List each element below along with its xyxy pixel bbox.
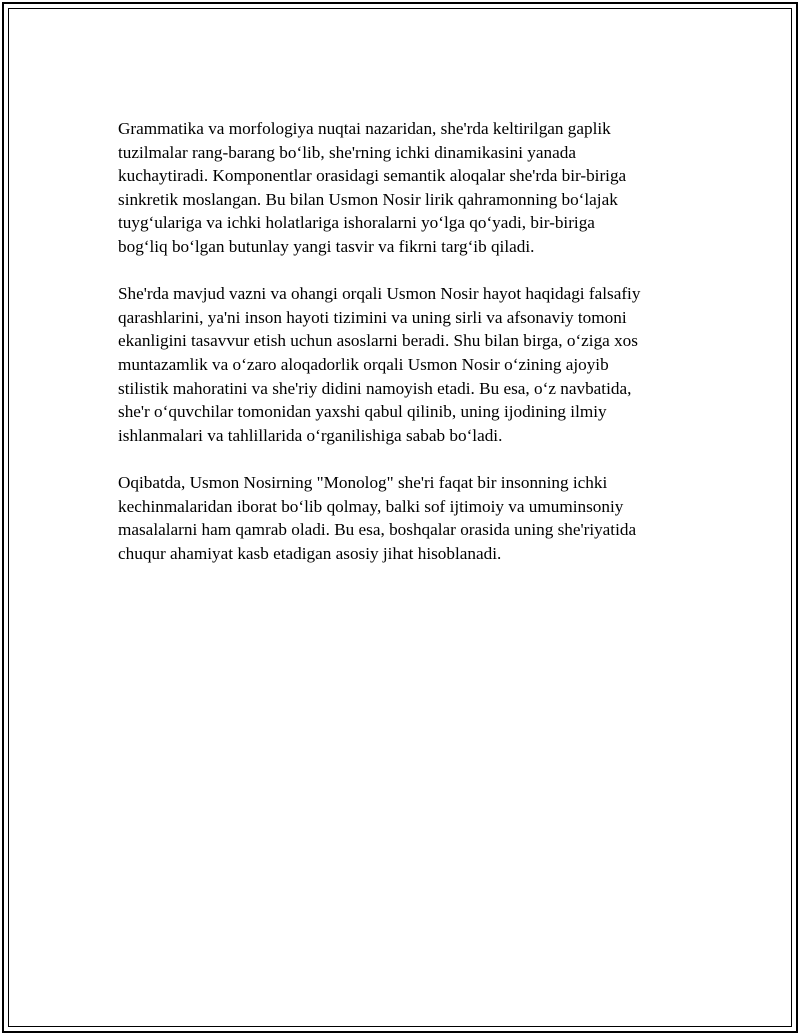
text-line: chuqur ahamiyat kasb etadigan asosiy jihat hisoblanadi.	[118, 543, 502, 563]
text-line: Oqibatda, Usmon Nosirning "Monolog" she'ri faqat bir insonning ichki	[118, 472, 608, 492]
paragraph-1	[118, 117, 698, 259]
text-line: qarashlarini, ya'ni inson hayoti tizimini va uning sirli va afsonaviy tomoni	[118, 307, 627, 327]
text-line: She'rda mavjud vazni va ohangi orqali Usmon Nosir hayot haqidagi falsafiy	[118, 284, 641, 304]
text-line: kuchaytiradi. Komponentlar orasidagi semantik aloqalar she'rda bir-biriga	[118, 166, 627, 186]
text-line: bog‘liq bo‘lgan butunlay yangi tasvir va fikrni targ‘ib qiladi.	[118, 236, 535, 256]
text-line: stilistik mahoratini va she'riy didini namoyish etadi. Bu esa, o‘z navbatida,	[118, 378, 632, 398]
text-line: ekanligini tasavvur etish uchun asoslarni beradi. Shu bilan birga, o‘ziga xos	[118, 331, 638, 351]
text-line: kechinmalaridan iborat bo‘lib qolmay, balki sof ijtimoiy va umuminsoniy	[118, 496, 624, 516]
text-line: muntazamlik va o‘zaro aloqadorlik orqali Usmon Nosir o‘zining ajoyib	[118, 354, 609, 374]
text-line: sinkretik moslangan. Bu bilan Usmon Nosir lirik qahramonning bo‘lajak	[118, 189, 618, 209]
paragraph-3	[118, 471, 698, 565]
document-body	[118, 117, 698, 589]
text-line: Grammatika va morfologiya nuqtai nazaridan, she'rda keltirilgan gaplik	[118, 119, 611, 138]
text-line: tuzilmalar rang-barang bo‘lib, she'rning ichki dinamikasini yanada	[118, 142, 576, 162]
text-line: tuyg‘ulariga va ichki holatlariga ishoralarni yo‘lga qo‘yadi, bir-biriga	[118, 213, 595, 233]
paragraph-2	[118, 282, 698, 447]
text-line: she'r o‘quvchilar tomonidan yaxshi qabul qilinib, uning ijodining ilmiy	[118, 402, 607, 422]
text-line: ishlanmalari va tahlillarida o‘rganilishiga sabab bo‘ladi.	[118, 425, 503, 445]
text-line: masalalarni ham qamrab oladi. Bu esa, boshqalar orasida uning she'riyatida	[118, 520, 637, 540]
